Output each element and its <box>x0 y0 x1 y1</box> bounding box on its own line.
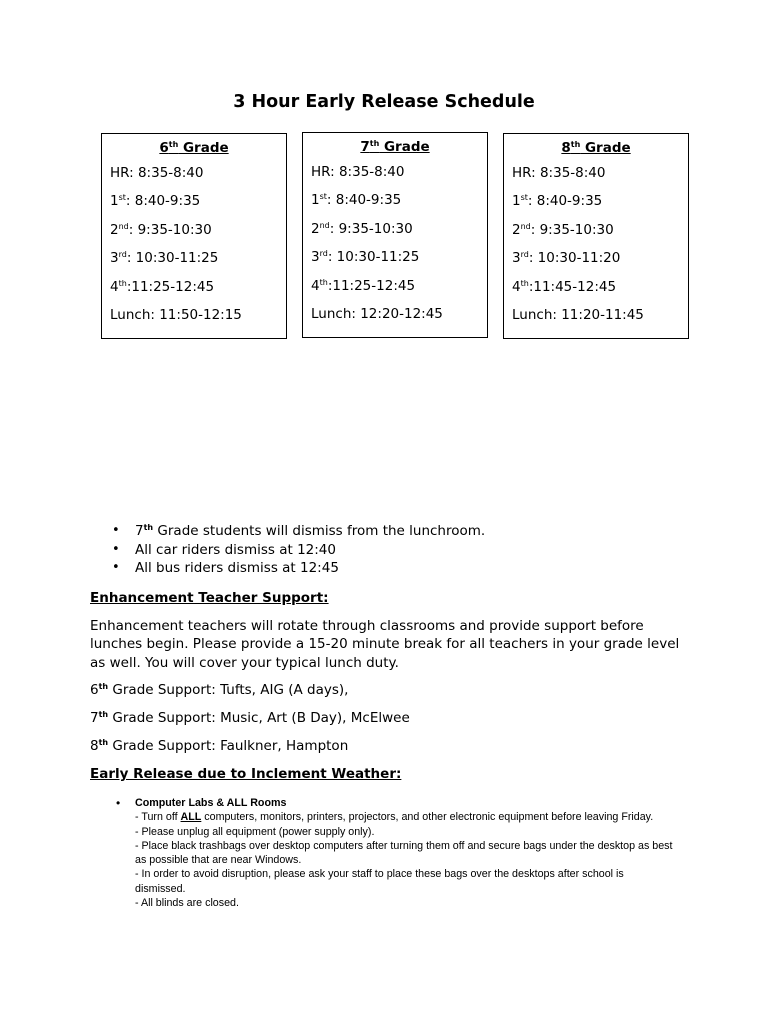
grade-7-heading: 7th Grade <box>360 139 430 155</box>
schedule-row: HR: 8:35-8:40 <box>110 165 204 181</box>
list-item <box>116 796 675 910</box>
page-title: 3 Hour Early Release Schedule <box>233 92 535 112</box>
enhancement-paragraph: Enhancement teachers will rotate through classrooms and provide support before lunches begin. Please provide a 15-20 minute break for all teachers in your grade level as well. You will cover your typical lunch duty. <box>90 618 680 671</box>
schedule-row: 3rd: 10:30-11:20 <box>512 250 621 267</box>
schedule-row: Lunch: 11:20-11:45 <box>512 306 644 323</box>
dismissal-list <box>112 522 485 578</box>
schedule-row: Lunch: 12:20-12:45 <box>311 305 443 322</box>
weather-line: - In order to avoid disruption, please ask your staff to place these bags over the desktops after school is dismissed. <box>135 868 624 895</box>
schedule-row: 1st: 8:40-9:35 <box>110 193 201 210</box>
schedule-row: 2nd: 9:35-10:30 <box>110 221 212 238</box>
list-item: • All car riders dismiss at 12:40 <box>112 541 485 560</box>
weather-line: - Place black trashbags over desktop computers after turning them off and secure bags under the desktop as best as possible that are near Windows. <box>135 839 673 867</box>
schedule-row: 2nd: 9:35-10:30 <box>311 220 413 237</box>
weather-line: - Please unplug all equipment (power supply only). <box>135 825 375 838</box>
grade-8-schedule-box <box>503 133 689 339</box>
schedule-row: 3rd: 10:30-11:25 <box>311 249 420 266</box>
grade-6-schedule-box <box>101 133 287 339</box>
enhancement-heading: Enhancement Teacher Support: <box>90 590 329 606</box>
grade-6-heading: 6th Grade <box>159 140 229 156</box>
weather-line: - All blinds are closed. <box>135 897 239 910</box>
list-item: • 7th Grade students will dismiss from the lunchroom. <box>112 522 485 541</box>
schedule-row: 4th:11:25-12:45 <box>110 278 215 295</box>
schedule-row: Lunch: 11:50-12:15 <box>110 306 242 323</box>
schedule-row: HR: 8:35-8:40 <box>311 164 405 180</box>
schedule-row: 4th:11:25-12:45 <box>311 277 416 294</box>
weather-list <box>116 796 675 910</box>
schedule-row: 3rd: 10:30-11:25 <box>110 250 219 267</box>
weather-line: - Turn off ALL computers, monitors, printers, projectors, and other electronic equipment before leaving Friday. <box>135 811 654 824</box>
schedule-row: 4th:11:45-12:45 <box>512 278 617 295</box>
schedule-row: 1st: 8:40-9:35 <box>311 192 402 209</box>
list-item: • All bus riders dismiss at 12:45 <box>112 559 485 578</box>
schedule-row: HR: 8:35-8:40 <box>512 165 606 181</box>
grade-6-support: 6th Grade Support: Tufts, AIG (A days), <box>90 682 349 698</box>
schedule-row: 1st: 8:40-9:35 <box>512 193 603 210</box>
grade-8-support: 8th Grade Support: Faulkner, Hampton <box>90 738 349 754</box>
grade-7-support: 7th Grade Support: Music, Art (B Day), McElwee <box>90 710 410 726</box>
grade-7-schedule-box <box>302 132 488 338</box>
weather-item-title: • Computer Labs & ALL Rooms <box>135 797 287 809</box>
schedule-row: 2nd: 9:35-10:30 <box>512 221 614 238</box>
grade-8-heading: 8th Grade <box>561 140 631 156</box>
weather-heading: Early Release due to Inclement Weather: <box>90 766 402 782</box>
